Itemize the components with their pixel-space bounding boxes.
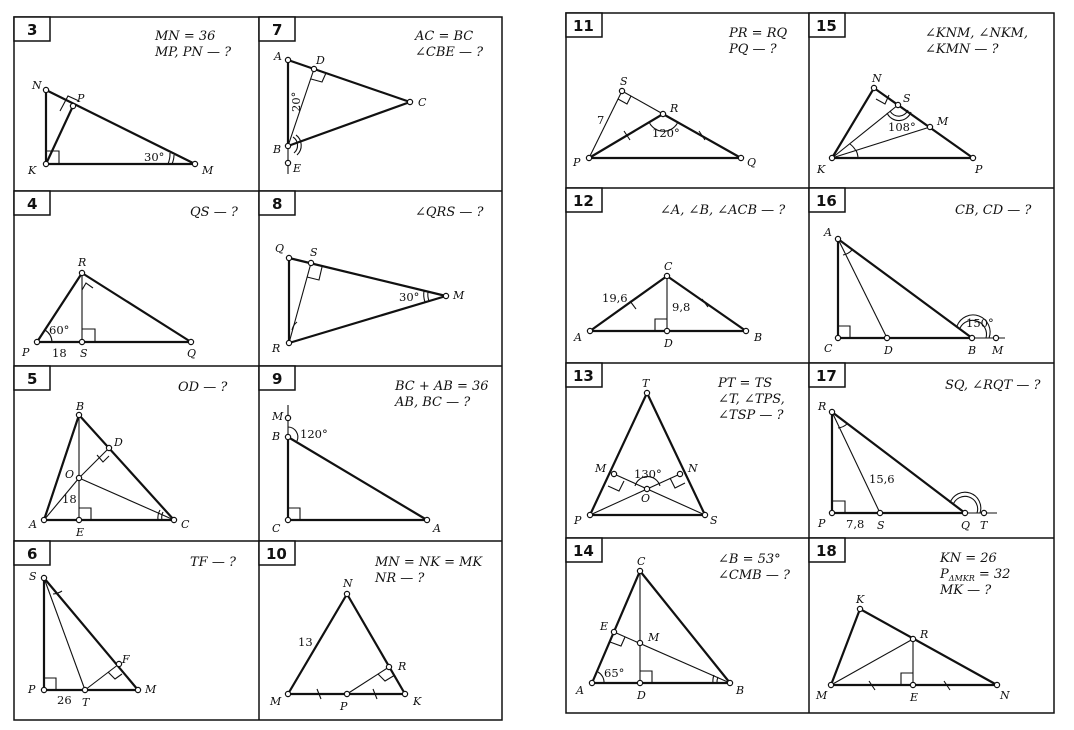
angle-value: 65° (604, 666, 625, 680)
altitude-segment (614, 632, 730, 683)
point-label: S (620, 75, 628, 88)
point-label: K (856, 593, 865, 606)
problem-13 (566, 363, 785, 527)
problem-condition: ∠CMB — ? (718, 568, 790, 583)
point-label: A (29, 518, 37, 531)
point-label: E (600, 620, 609, 633)
problem-number: 4 (27, 195, 38, 213)
point-label: M (453, 289, 465, 302)
problem-number: 9 (272, 370, 283, 388)
problem-condition: AC = BC (415, 29, 474, 44)
triangle-figure (838, 239, 972, 338)
angle-arc (158, 510, 160, 520)
point-label: P (28, 683, 36, 696)
problem-condition: ∠T, ∠TPS, (718, 392, 785, 407)
problem-number: 5 (27, 370, 38, 388)
point-label: D (637, 689, 646, 702)
problem-number: 11 (573, 17, 594, 35)
point-label: K (817, 163, 826, 176)
triangle-figure (288, 60, 410, 146)
side-value: 7 (597, 113, 605, 127)
point-label: D (664, 337, 673, 350)
problem-8 (259, 191, 485, 355)
point-label: P (340, 700, 348, 713)
triangle-figure (44, 578, 138, 690)
right-angle-mark (670, 478, 685, 488)
point-label: B (968, 344, 977, 357)
point-label: O (65, 468, 75, 481)
point-label: R (398, 660, 407, 673)
point-label: Q (187, 347, 197, 360)
point-label: Q (961, 519, 971, 532)
problem-condition: TF — ? (190, 555, 236, 570)
triangle-figure (289, 258, 446, 343)
perpendicular-segment (347, 667, 389, 694)
point-label: A (824, 226, 832, 239)
problem-number: 12 (573, 192, 594, 210)
problem-number: 14 (573, 542, 594, 560)
point-label: B (76, 400, 85, 413)
point-label: P (22, 346, 30, 359)
right-angle-mark (608, 481, 624, 491)
problem-condition: MN = NK = MK (375, 555, 483, 570)
problem-condition: OD — ? (178, 380, 228, 395)
point-label: A (433, 522, 441, 535)
point-label: E (76, 526, 85, 539)
triangle-figure (832, 412, 965, 513)
angle-value: 150° (966, 316, 994, 330)
problem-11 (566, 13, 787, 169)
point-label: M (595, 462, 607, 475)
problem-14 (566, 538, 791, 702)
problem-17 (809, 363, 1041, 532)
point-label: E (910, 691, 919, 704)
point-label: Q (747, 156, 757, 169)
point-label: M (648, 631, 660, 644)
side-value: 13 (298, 635, 313, 649)
angle-arc (713, 675, 714, 683)
left-page-grid (14, 17, 502, 720)
problem-condition: PQ — ? (729, 42, 777, 57)
problem-number: 10 (266, 545, 287, 563)
angle-arc (424, 291, 425, 302)
angle-value: 120° (300, 427, 328, 441)
point-label: S (877, 519, 885, 532)
point-label: D (884, 344, 893, 357)
problem-number: 16 (816, 192, 837, 210)
angle-arc (296, 135, 301, 155)
side-value: 9,8 (672, 300, 691, 314)
problem-4 (14, 191, 239, 360)
point-label: A (274, 50, 282, 63)
point-label: Q (275, 242, 285, 255)
point-label: R (670, 102, 679, 115)
problem-condition: MK — ? (940, 583, 992, 598)
problem-condition: ∠TSP — ? (718, 408, 784, 423)
right-angle-mark (311, 73, 326, 82)
angle-value: 130° (634, 467, 662, 481)
angle-value: 60° (49, 323, 70, 337)
perpendicular-segment (85, 664, 119, 690)
point-label: P (77, 92, 85, 105)
angle-arc (162, 512, 163, 520)
angle-arc (428, 292, 429, 301)
problem-condition: ∠QRS — ? (415, 205, 484, 220)
angle-arc (168, 153, 170, 164)
side-value: 26 (57, 693, 72, 707)
bisector-segment (832, 412, 880, 513)
right-angle-mark (378, 674, 395, 681)
problem-9 (259, 366, 489, 535)
problem-condition: SQ, ∠RQT — ? (945, 378, 1041, 393)
point-label: N (872, 72, 882, 85)
angle-arc (838, 424, 847, 428)
problem-condition: MN = 36 (155, 29, 216, 44)
point-label: R (920, 628, 929, 641)
point-label: P (975, 163, 983, 176)
problem-number: 17 (816, 367, 837, 385)
point-label: F (122, 653, 130, 666)
point-label: N (343, 577, 353, 590)
triangle-figure (831, 609, 997, 685)
point-label: N (1000, 689, 1010, 702)
problem-number: 13 (573, 367, 594, 385)
bisector-segment (44, 578, 85, 690)
point-label: C (272, 522, 281, 535)
point-label: S (903, 92, 911, 105)
point-label: D (114, 436, 123, 449)
problem-condition: NR — ? (375, 571, 425, 586)
point-label: R (818, 400, 827, 413)
problem-16 (809, 188, 1032, 357)
problem-condition: CB, CD — ? (955, 203, 1032, 218)
angle-value: 30° (399, 290, 420, 304)
side-value: 15,6 (869, 472, 895, 486)
right-angle-mark (108, 672, 122, 679)
problem-condition: QS — ? (190, 205, 238, 220)
point-label: C (181, 518, 190, 531)
bisector-segment (79, 478, 174, 520)
angle-arc (850, 144, 856, 151)
point-label: D (316, 54, 325, 67)
angle-value: 30° (144, 150, 165, 164)
tick-mark (630, 301, 636, 309)
triangle-figure (288, 437, 427, 520)
altitude-segment (289, 263, 311, 343)
right-angle-mark (82, 283, 93, 290)
point-label: P (574, 514, 582, 527)
problem-number: 15 (816, 17, 837, 35)
problem-15 (809, 13, 1028, 176)
problem-number: 8 (272, 195, 283, 213)
problem-condition: BC + AB = 36 (395, 379, 489, 394)
side-value: 19,6 (602, 291, 628, 305)
point-label: T (82, 696, 90, 709)
point-label: P (573, 156, 581, 169)
problem-condition: KN = 26 (940, 551, 997, 566)
problem-condition: AB, BC — ? (395, 395, 471, 410)
point-label: C (664, 260, 673, 273)
problem-number: 18 (816, 542, 837, 560)
point-label: B (754, 331, 763, 344)
point-label: M (937, 115, 949, 128)
point-label: R (78, 256, 87, 269)
problem-condition: ∠KNM, ∠NKM, (925, 26, 1028, 41)
point-label: B (273, 143, 282, 156)
problem-condition: $P_{\Delta MKR} = 32$ (940, 567, 1011, 583)
point-label: S (710, 514, 718, 527)
point-label: B (736, 684, 745, 697)
problem-3 (14, 17, 232, 177)
problem-condition: PR = RQ (729, 26, 788, 41)
point-label: C (637, 555, 646, 568)
point-label: C (824, 342, 833, 355)
point-label: P (818, 517, 826, 530)
problem-condition: ∠B = 53° (718, 552, 781, 567)
point-label: M (816, 689, 828, 702)
point-label: M (202, 164, 214, 177)
point-label: S (80, 347, 88, 360)
problem-10 (259, 541, 483, 713)
problem-condition: MP, PN — ? (155, 45, 232, 60)
problem-6 (14, 541, 237, 709)
point-label: E (293, 162, 302, 175)
point-label: T (642, 377, 650, 390)
point-label: O (641, 492, 651, 505)
side-value: 7,8 (846, 517, 865, 531)
angle-value: 120° (652, 126, 680, 140)
problem-5 (14, 366, 228, 539)
point-label: S (29, 570, 37, 583)
angle-value: 20° (289, 91, 303, 112)
problem-7 (259, 17, 484, 175)
problem-number: 3 (27, 21, 38, 39)
point-label: A (574, 331, 582, 344)
point-label: M (145, 683, 157, 696)
right-angle-mark (618, 96, 631, 104)
point-label: N (32, 79, 42, 92)
point-label: S (310, 246, 318, 259)
point-label: K (28, 164, 37, 177)
point-label: T (980, 519, 988, 532)
point-label: A (576, 684, 584, 697)
point-label: C (418, 96, 427, 109)
problem-number: 6 (27, 545, 38, 563)
angle-arc (856, 150, 858, 157)
angle-arc (172, 155, 174, 164)
side-value: 18 (52, 346, 67, 360)
problem-18 (809, 538, 1010, 704)
problem-condition: ∠A, ∠B, ∠ACB — ? (660, 203, 786, 218)
point-label: B (272, 430, 281, 443)
point-label: M (992, 344, 1004, 357)
triangle-figure (46, 90, 195, 164)
problem-number: 7 (272, 21, 283, 39)
problem-condition: ∠KMN — ? (925, 42, 999, 57)
problem-condition: PT = TS (718, 376, 773, 391)
point-label: M (270, 695, 282, 708)
point-label: N (688, 462, 698, 475)
point-label: K (413, 695, 422, 708)
problem-condition: ∠CBE — ? (415, 45, 484, 60)
point-label: R (272, 342, 281, 355)
side-value: 18 (62, 492, 77, 506)
perpendicular-segment (79, 448, 109, 478)
problem-12 (566, 188, 786, 350)
point-label: M (272, 410, 284, 423)
angle-value: 108° (888, 120, 916, 134)
